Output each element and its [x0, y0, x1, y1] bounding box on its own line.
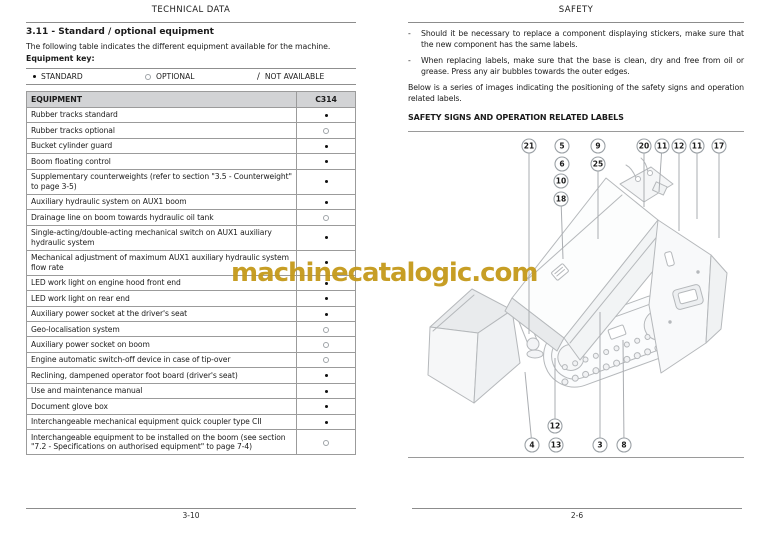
optional-circle-icon: [145, 74, 151, 80]
equipment-label: Mechanical adjustment of maximum AUX1 auxiliary hydraulic system flow rate: [27, 250, 297, 275]
availability-marker-optional: [297, 430, 356, 455]
optional-circle-icon: [323, 357, 329, 363]
table-row: [27, 194, 356, 209]
svg-text:17: 17: [713, 141, 725, 151]
svg-text:11: 11: [656, 141, 668, 151]
safety-text-block: [408, 28, 744, 124]
standard-dot-icon: [33, 75, 36, 78]
table-row: [27, 368, 356, 383]
availability-marker-standard: [297, 169, 356, 194]
key-item-label: NOT AVAILABLE: [264, 72, 325, 81]
table-row: [27, 337, 356, 352]
availability-marker-standard: [297, 291, 356, 306]
standard-dot-icon: [325, 114, 328, 117]
standard-dot-icon: [325, 180, 328, 183]
availability-marker-optional: [297, 352, 356, 367]
table-header-row: [27, 92, 356, 108]
callout-18: [554, 192, 568, 206]
table-row: [27, 306, 356, 321]
machine-diagram: [408, 132, 744, 459]
availability-marker-optional: [297, 123, 356, 138]
availability-marker-standard: [297, 107, 356, 122]
safety-paragraph: Below is a series of images indicating the positioning of the safety signs and operation related labels.: [408, 83, 744, 104]
equipment-label: Geo-localisation system: [27, 322, 297, 337]
column-header-c314: C314: [297, 92, 356, 108]
standard-dot-icon: [325, 297, 328, 300]
equipment-label: Auxiliary power socket at the driver's seat: [27, 306, 297, 321]
callout-10: [554, 174, 568, 188]
safety-bullet-text: When replacing labels, make sure that the base is clean, dry and free from oil or grease. Press any air bubbles towards the outer edges.: [421, 56, 744, 77]
callout-17: [712, 139, 726, 153]
svg-text:9: 9: [595, 141, 601, 151]
availability-marker-standard: [297, 138, 356, 153]
availability-marker-standard: [297, 154, 356, 169]
table-row: [27, 291, 356, 306]
table-row: [27, 107, 356, 122]
callout-25: [591, 157, 605, 171]
availability-marker-standard: [297, 368, 356, 383]
svg-text:5: 5: [559, 141, 565, 151]
right-page-number: 2-6: [570, 511, 584, 520]
equipment-label: Auxiliary hydraulic system on AUX1 boom: [27, 194, 297, 209]
table-row: [27, 210, 356, 225]
availability-marker-standard: [297, 383, 356, 398]
availability-marker-standard: [297, 414, 356, 429]
availability-marker-standard: [297, 194, 356, 209]
right-footer-rule: [412, 508, 742, 509]
callout-11: [690, 139, 704, 153]
watermark: machinecatalogic.com: [231, 258, 538, 288]
equipment-label: LED work light on rear end: [27, 291, 297, 306]
equipment-label: Drainage line on boom towards hydraulic oil tank: [27, 210, 297, 225]
equipment-label: Interchangeable mechanical equipment quick coupler type CII: [27, 414, 297, 429]
right-page-header: SAFETY: [558, 5, 594, 15]
callout-6: [555, 157, 569, 171]
equipment-label: Document glove box: [27, 399, 297, 414]
equipment-label: Use and maintenance manual: [27, 383, 297, 398]
dash-bullet-icon: -: [408, 29, 411, 38]
column-header-equipment: EQUIPMENT: [27, 92, 297, 108]
standard-dot-icon: [325, 313, 328, 316]
equipment-label: Single-acting/double-acting mechanical switch on AUX1 auxiliary hydraulic system: [27, 225, 297, 250]
callout-leader-line: [525, 372, 532, 445]
callout-12: [672, 139, 686, 153]
svg-text:21: 21: [523, 141, 535, 151]
callout-11: [655, 139, 669, 153]
safety-bullet-text: Should it be necessary to replace a component displaying stickers, make sure that the new component has the same labels.: [421, 29, 744, 50]
availability-marker-standard: [297, 306, 356, 321]
left-page-number: 3-10: [182, 511, 200, 520]
equipment-label: Rubber tracks standard: [27, 107, 297, 122]
section-title: 3.11 - Standard / optional equipment: [26, 27, 214, 37]
svg-text:12: 12: [549, 421, 561, 431]
optional-circle-icon: [323, 342, 329, 348]
table-row: [27, 414, 356, 429]
table-row: [27, 399, 356, 414]
equipment-label: LED work light on engine hood front end: [27, 275, 297, 290]
equipment-label: Bucket cylinder guard: [27, 138, 297, 153]
table-row: [27, 123, 356, 138]
svg-text:11: 11: [691, 141, 703, 151]
standard-dot-icon: [325, 421, 328, 424]
figure-heading: SAFETY SIGNS AND OPERATION RELATED LABELS: [408, 113, 624, 123]
svg-text:3: 3: [597, 440, 603, 450]
availability-marker-optional: [297, 322, 356, 337]
standard-dot-icon: [325, 236, 328, 239]
standard-dot-icon: [325, 201, 328, 204]
safety-labels-figure: [408, 131, 744, 458]
key-item-label: OPTIONAL: [156, 72, 195, 81]
optional-circle-icon: [323, 440, 329, 446]
dash-bullet-icon: -: [408, 56, 411, 66]
standard-dot-icon: [325, 374, 328, 377]
availability-marker-optional: [297, 210, 356, 225]
availability-marker-optional: [297, 337, 356, 352]
equipment-label: Engine automatic switch-off device in case of tip-over: [27, 352, 297, 367]
svg-text:6: 6: [559, 159, 565, 169]
svg-text:10: 10: [555, 176, 567, 186]
intro-text: The following table indicates the different equipment available for the machine.: [26, 42, 331, 51]
callout-13: [549, 438, 563, 452]
key-item-optional: [145, 69, 195, 84]
optional-circle-icon: [323, 327, 329, 333]
key-item-standard: [33, 69, 83, 84]
svg-text:13: 13: [550, 440, 562, 450]
standard-dot-icon: [325, 390, 328, 393]
callout-12: [548, 419, 562, 433]
right-header-rule: [408, 22, 744, 23]
svg-text:4: 4: [529, 440, 535, 450]
standard-dot-icon: [325, 405, 328, 408]
standard-dot-icon: [325, 145, 328, 148]
equipment-key-label: Equipment key:: [26, 54, 95, 63]
svg-text:20: 20: [638, 141, 650, 151]
callout-3: [593, 438, 607, 452]
equipment-label: Reclining, dampened operator foot board (driver's seat): [27, 368, 297, 383]
svg-text:12: 12: [673, 141, 685, 151]
table-row: [27, 169, 356, 194]
slash-icon: /: [257, 71, 260, 82]
key-item-not-available: [257, 69, 324, 84]
table-row: [27, 383, 356, 398]
table-row: [27, 154, 356, 169]
standard-dot-icon: [325, 160, 328, 163]
callout-21: [522, 139, 536, 153]
callout-4: [525, 438, 539, 452]
left-page-header: TECHNICAL DATA: [151, 5, 231, 15]
svg-text:8: 8: [621, 440, 627, 450]
callout-20: [637, 139, 651, 153]
safety-bullet-1: [408, 28, 744, 50]
safety-bullet-2: [408, 55, 744, 77]
svg-text:18: 18: [555, 194, 567, 204]
left-footer-rule: [26, 508, 356, 509]
equipment-label: Rubber tracks optional: [27, 123, 297, 138]
svg-text:25: 25: [592, 159, 604, 169]
equipment-label: Boom floating control: [27, 154, 297, 169]
callout-5: [555, 139, 569, 153]
table-row: [27, 138, 356, 153]
equipment-label: Supplementary counterweights (refer to section "3.5 - Counterweight" to page 3-5): [27, 169, 297, 194]
left-header-rule: [26, 22, 356, 23]
optional-circle-icon: [323, 215, 329, 221]
table-row: [27, 322, 356, 337]
equipment-label: Auxiliary power socket on boom: [27, 337, 297, 352]
table-row: [27, 225, 356, 250]
key-item-label: STANDARD: [41, 72, 83, 81]
equipment-label: Interchangeable equipment to be installed on the boom (see section "7.2 - Specifications on authorised equipment" to page 7-4): [27, 430, 297, 455]
callout-9: [591, 139, 605, 153]
table-row: [27, 352, 356, 367]
availability-marker-standard: [297, 225, 356, 250]
table-row: [27, 430, 356, 455]
availability-marker-standard: [297, 399, 356, 414]
callout-8: [617, 438, 631, 452]
optional-circle-icon: [323, 128, 329, 134]
equipment-key-row: [26, 68, 356, 85]
